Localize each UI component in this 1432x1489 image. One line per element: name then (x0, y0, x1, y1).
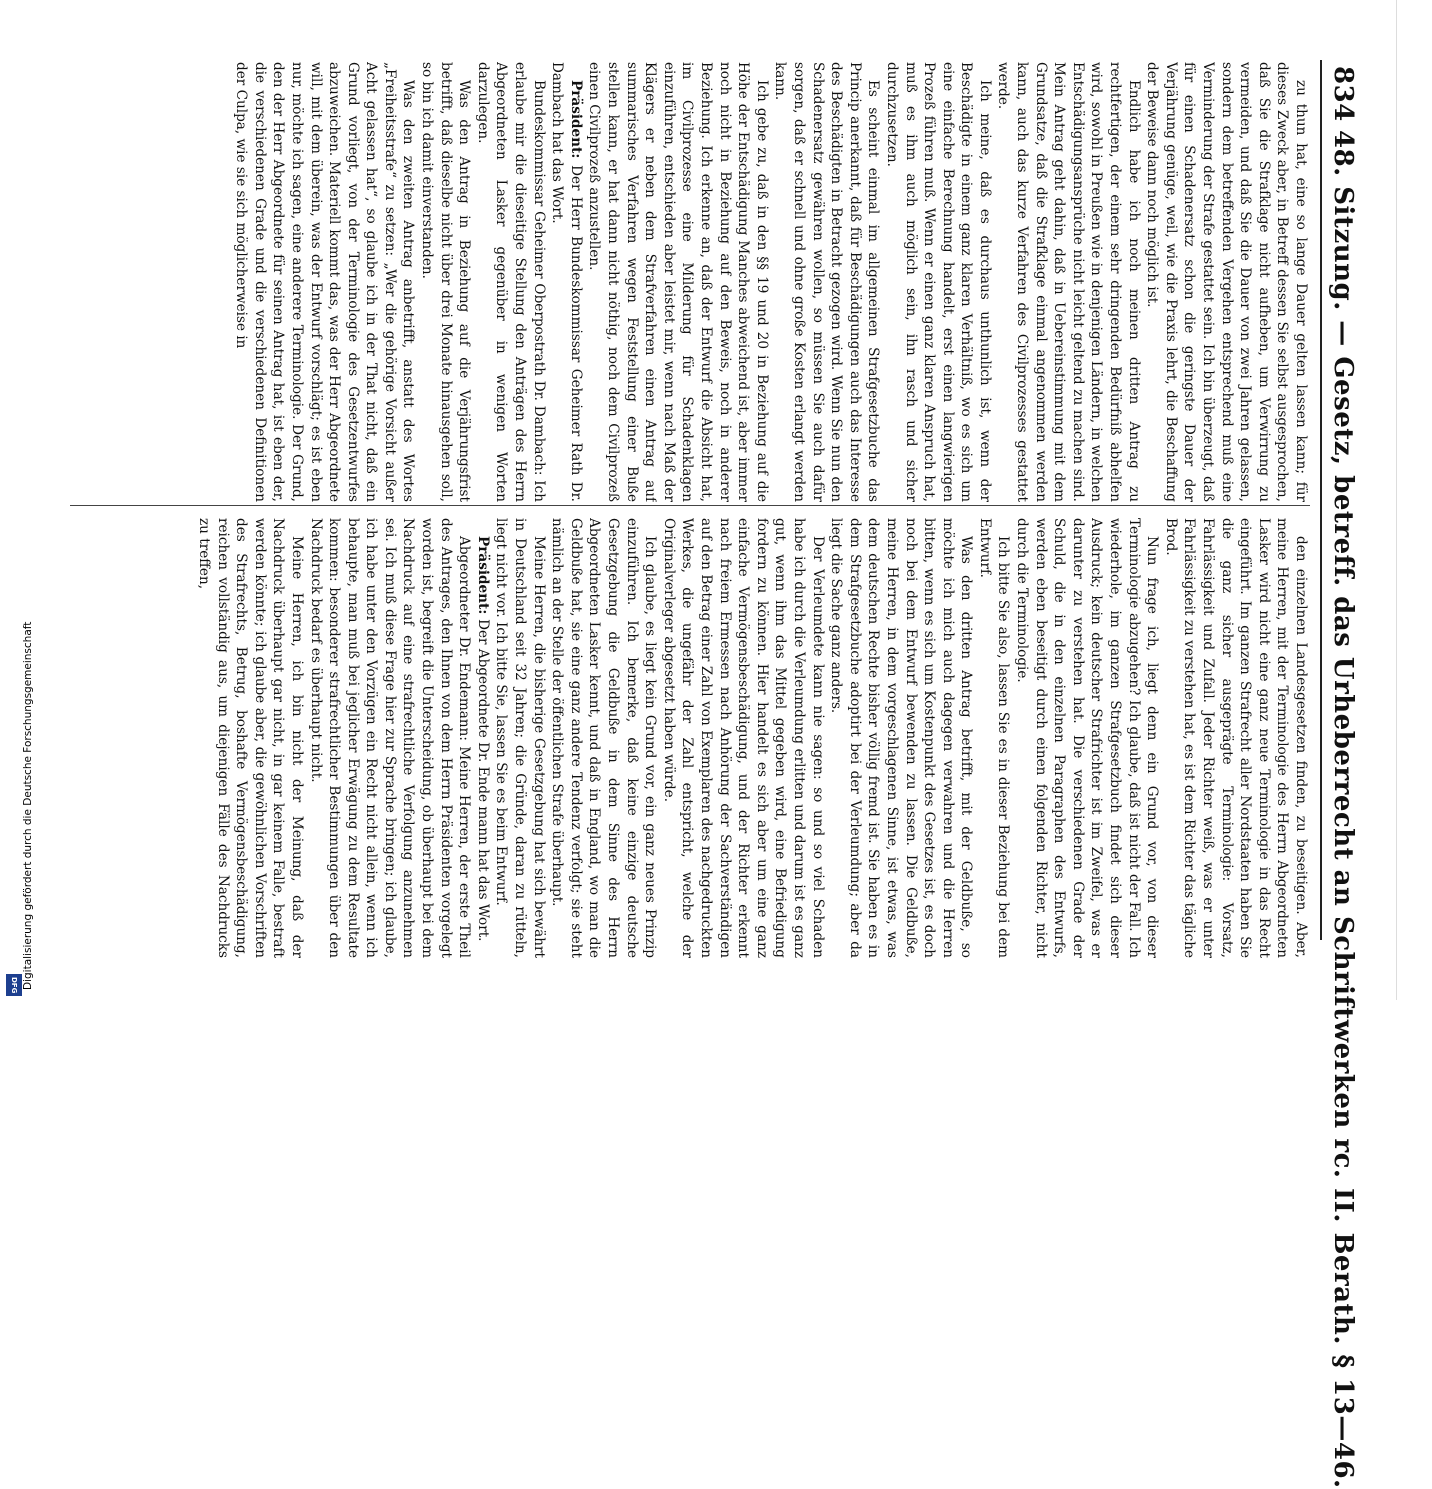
paragraph-text: Bundeskommissar Geheimer Oberpostrath Dr. Dambach: Ich erlaube mir die dieseitige Stellung den Anträgen des Herrn Abgeordneten Lasker gegenüber in wenigen Worten darzulegen. (474, 62, 547, 502)
paragraph-text: Meine Herren, ich bin nicht der Meinung, daß der Nachdruck überhaupt gar nicht, in gar keinem Falle, bestraft werden könnte; ich glaube aber, die gewöhnlichen Vorschriften des Strafrechts, Betrug, boshafte Vermögensbeschädigung, reichen vollständig aus, um diejenigen Fälle des Nachdrucks zu treffen, (195, 518, 305, 958)
paragraph (827, 518, 976, 958)
credit-text: Digitalisierung gefördert durch die Deutsche Forschungsgemeinschaft (22, 621, 34, 990)
speaker-label: Präsident: (474, 536, 491, 620)
running-title: 48. Sitzung. — Gesetz, betreff. das Urheberrecht an Schriftwerken rc. II. Berath. § 13—46. (1328, 130, 1358, 1489)
paragraph (473, 62, 547, 502)
paragraph-text: Es scheint einmal im allgemeinen Strafgesetzbuche das Princip anerkannt, daß für Beschädigungen auch das Interesse des Beschädigten in Betracht gezogen wird. Wenn Sie nun den Schadenersatz gewähren wollen, so müssen Sie auch dafür sorgen, daß er schnell und ohne große Kosten erlangt werden kann. (772, 62, 882, 502)
paragraph-text: Was den Antrag in Beziehung auf die Verjährungsfrist betrifft, daß dieselbe nicht über drei Monate hinausgehen soll, so bin ich damit einverstanden. (419, 62, 473, 502)
paragraph (975, 518, 1012, 958)
paragraph-text: Der Abgeordnete Dr. Ende mann hat das Wort. (474, 619, 491, 942)
speaker-label: Präsident: (567, 80, 584, 166)
paragraph-text: Meine Herren, die bisherige Gesetzgebung hat sich bewährt in Deutschland seit 32 Jahren; die Gründe, daran zu rütteln, liegt nicht vor. Ich bitte Sie, lassen Sie es beim Entwurf. (493, 518, 547, 958)
paragraph-text: Ich meine, daß es durchaus unthunlich ist, wenn der Beschädigte in einem ganz klaren Verhältniß, wo es sich um eine einfache Berechnung handelt, erst einen langwierigen Prozeß führen muß. Wenn er einen ganz klaren Anspruch hat, muß es ihm auch möglich sein, ihn rasch und sicher durchzusetzen. (883, 62, 993, 502)
paragraph (1143, 62, 1310, 502)
paragraph (232, 62, 418, 502)
paragraph-text: Endlich habe ich noch meinen dritten Antrag zu rechtfertigen, der einem sehr dringenden Bedürfniß abhelfen wird, sowohl in Preußen wie in denjenigen Ländern, in welchen Entschädigungsansprüche nicht leicht geltend zu machen sind. Mein Antrag geht dahin, daß in Uebereinstimmung mit dem Grundsatze, daß die Strafklage einmal angenommen werden kann, auch das kurze Verfahren des Civilprozesses gestattet werde. (995, 62, 1142, 502)
paragraph-text: Nun frage ich, liegt denn ein Grund vor, von dieser Terminologie abzugehen? Ich glaube, daß ist nicht der Fall. Ich wiederhole, im ganzen Strafgesetzbuch findet sich dieser Ausdruck; kein deutscher Strafrichter ist im Zweifel, was er darunter zu verstehen hat. Die verschiedenen Grade der Schuld, die in den einzelnen Paragraphen des Entwurfs, werden eben beseitigt durch einen folgenden Richter, nicht durch die Terminologie. (1014, 518, 1161, 958)
paragraph (771, 62, 883, 502)
right-column (70, 518, 1310, 958)
paragraph (492, 518, 548, 958)
running-head (1320, 60, 1362, 1489)
paragraph (585, 62, 771, 502)
paragraph (473, 518, 492, 958)
paragraph (1161, 518, 1310, 958)
paragraph (548, 62, 585, 502)
dfg-logo-icon: DFG (6, 974, 22, 996)
paragraph (659, 518, 826, 958)
paragraph-text: Ich bitte Sie also, lassen Sie es in dieser Beziehung bei dem Entwurf. (976, 518, 1012, 958)
column-divider (70, 505, 1310, 506)
paragraph (882, 62, 994, 502)
paragraph (194, 518, 306, 958)
page-number: 834 (1328, 66, 1358, 122)
paragraph (418, 62, 474, 502)
paragraph-text: Der Herr Bundeskommissar Geheimer Rath Dr. Dambach hat das Wort. (549, 62, 584, 502)
paragraph (548, 518, 660, 958)
paragraph-text: Ich glaube, es liegt kein Grund vor, ein ganz neues Prinzip einzuführen. Ich bemerke, daß keine einzige deutsche Gesetzgebung die Geldbuße in dem Sinne des Herrn Abgeordneten Lasker kennt, und daß in England, wo man die Geldbuße hat, sie eine ganz andere Tendenz verfolgt; sie steht nämlich an der Stelle der öffentlichen Strafe überhaupt. (549, 518, 659, 958)
paragraph-text: Abgeordneter Dr. Endemann: Meine Herren, der erste Theil des Antrages, den Ihnen von dem Herrn Präsidenten vorgelegt worden ist, begreift die Unterscheidung, ob überhaupt bei dem Nachdruck auf eine strafrechtliche Verfolgung anzunehmen sei. Ich muß diese Frage hier zur Sprache bringen; ich glaube, ich habe unter den Vorzügen ein Recht nicht allein, wenn ich behaupte, man muß bei jeglicher Erwägung zu dem Resultate kommen: besonderer strafrechtlicher Bestimmungen über den Nachdruck bedarf es überhaupt nicht. (307, 518, 473, 958)
paragraph-text: den einzelnen Landesgesetzen finden, zu beseitigen. Aber, meine Herren, mit der Terminologie des Herrn Abgeordneten Lasker wird nicht eine ganz neue Terminologie in das Recht eingeführt. Im ganzen Strafrecht aller Nordstaaten haben Sie die ganz sicher ausgeprägte Terminologie: Vorsatz, Fahrlässigkeit und Zufall. Jeder Richter weiß, was er unter Fahrlässigkeit zu verstehen hat, es ist dem Richter das tägliche Brod. (1162, 518, 1309, 958)
paragraph-text: Was den dritten Antrag betrifft, mit der Geldbuße, so möchte ich mich auch dagegen verwahren und die Herren bitten, wenn es sich um Kostenpunkt des Gesetzes ist, es doch noch bei dem Entwurf bewenden zu lassen. Die Geldbuße, meine Herren, in dem vorgeschlagenen Sinne, ist etwas, was dem deutschen Rechte bisher völlig fremd ist. Sie haben es in dem Strafgesetzbuche adoptirt bei der Verleumdung; aber da liegt die Sache ganz anders. (828, 518, 975, 958)
paragraph-text: zu thun hat, eine so lange Dauer gelten lassen kann; für dieses Zweck aber, in Betreff dessen Sie selbst ausgesprochen, daß Sie die Strafklage nicht aufheben, um Verwirrung zu vermeiden, und daß Sie die Dauer von zwei Jahren gelassen, sondern dem betreffenden Vergehen entsprechend muß eine Verminderung der Strafe gestattet sein. Ich bin überzeugt, daß für einen Schadenersatz schon die geringste Dauer der Verjährung genüge, weil, wie die Praxis lehrt, die Beschaffung der Beweise dann noch möglich ist. (1144, 62, 1309, 502)
scan-margin (1396, 0, 1432, 1000)
paragraph (994, 62, 1143, 502)
paragraph-text: Was den zweiten Antrag anbetrifft, anstatt des Wortes „Freiheitsstrafe“ zu setzen: „Wer die gehörige Vorsicht außer Acht gelassen hat“, so glaube ich in der That nicht, daß ein Grund vorliegt, von der Terminologie des Gesetzentwurfes abzuweichen. Materiell kommt das, was der Herr Abgeordnete will, mit dem überein, was der Entwurf vorschlägt; es ist eben nur, möchte ich sagen, eine anderere Terminologie. Der Grund, den der Herr Abgeordnete für seinen Antrag hat, ist eben der, die verschiedenen Grade und die verschiedenen Definitionen der Culpa, wie sie sich möglicherweise in (233, 62, 417, 502)
left-column (70, 62, 1310, 502)
digitization-credit (0, 0, 34, 1000)
scanned-page (40, 0, 1370, 1489)
paragraph (1013, 518, 1162, 958)
paragraph-text: Der Verleumdete kann nie sagen: so und so viel Schaden habe ich durch die Verleumdung erlitten und darum ist es ganz gut, wenn ihm das Mittel gegeben wird, eine Befriedigung fordern zu können. Hier handelt es sich aber um eine ganz einfache Vermögensbeschädigung, und der Richter erkennt nach freiem Ermessen nach Anhörung der Sachverständigen auf den Betrag einer Zahl von Exemplaren des nachgedruckten Werkes, die ungefähr der Zahl entspricht, welche der Originalverleger abgesetzt haben würde. (660, 518, 826, 958)
paragraph (306, 518, 473, 958)
paragraph-text: Ich gebe zu, daß in den §§ 19 und 20 in Beziehung auf die Höhe der Entschädigung Manches abweichend ist, aber immer noch nicht in Beziehung auf den Beweis, noch in anderer Beziehung. Ich erkenne an, daß der Entwurf die Absicht hat, im Civilprozesse eine Milderung für Schadenklagen einzuführen, entschieden aber leistet mir, wenn nach Maß der Klägers er neben dem Strafverfahren einen Antrag auf summarisches Verfahren wegen Feststellung einer Buße stellen kann, er hat dann nicht nöthig, noch dem Civilprozeß einen Civilprozeß anzustellen. (586, 62, 770, 502)
